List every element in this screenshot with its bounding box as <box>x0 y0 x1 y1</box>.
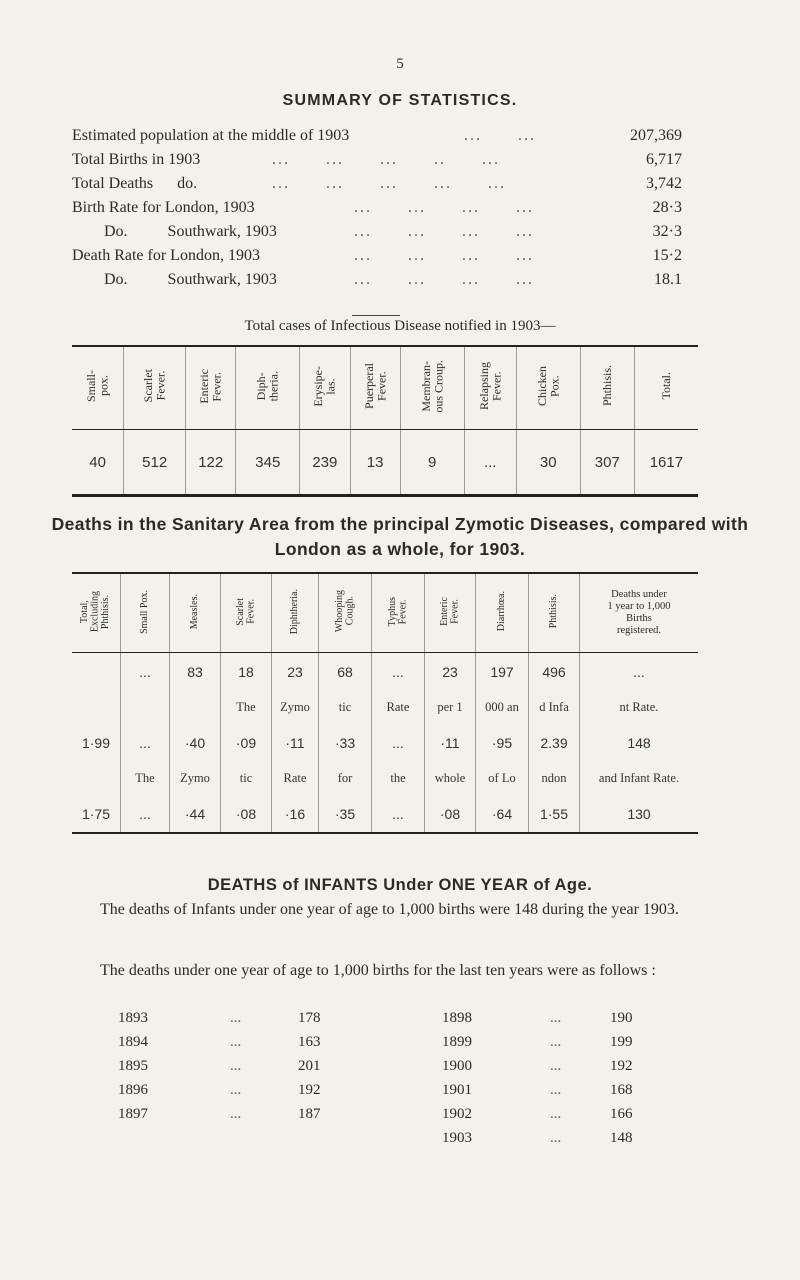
table-cell: for <box>319 761 372 795</box>
table-cell <box>72 690 121 724</box>
column-header: Diphtheria. <box>272 573 319 653</box>
infants-title: DEATHS of INFANTS Under ONE YEAR of Age. <box>207 876 593 894</box>
stat-label: Total Births in 1903 <box>72 151 201 168</box>
table-cell: ·44 <box>170 795 221 833</box>
column-header: Small- pox. <box>72 346 124 430</box>
table-cell: ... <box>121 653 170 691</box>
list-item <box>72 1006 698 1030</box>
table-cell: ·95 <box>476 724 529 761</box>
stat-value: 3,742 <box>646 175 682 192</box>
year-value: 148 <box>610 1130 633 1146</box>
list-item <box>72 1030 698 1054</box>
stat-value: 15·2 <box>652 247 682 264</box>
list-item <box>72 1054 698 1078</box>
list-item <box>72 1078 698 1102</box>
year-value: 166 <box>610 1106 633 1122</box>
stat-label: Birth Rate for London, 1903 <box>72 199 255 216</box>
year: 1893 <box>118 1010 148 1026</box>
table-cell: 130 <box>580 795 699 833</box>
table-header-row <box>72 346 698 430</box>
infant-deaths-by-year <box>72 1006 698 1150</box>
table-cell: 197 <box>476 653 529 691</box>
table-cell: 83 <box>170 653 221 691</box>
year: 1900 <box>442 1058 472 1074</box>
stat-row-birth-rate-london <box>72 196 682 220</box>
leader-dots: ... <box>550 1130 562 1146</box>
table-cell: 23 <box>272 653 319 691</box>
stat-label: Estimated population at the middle of 1903 <box>72 127 350 144</box>
table-cell <box>121 690 170 724</box>
year: 1898 <box>442 1010 472 1026</box>
table-cell: 148 <box>580 724 699 761</box>
table-cell: 13 <box>350 430 400 496</box>
stat-value: 207,369 <box>630 127 682 144</box>
table-cell: whole <box>425 761 476 795</box>
list-item <box>72 1102 698 1126</box>
table-cell: 307 <box>580 430 634 496</box>
leader-dots: ... ... ... ... <box>354 247 534 264</box>
table-cell <box>72 653 121 691</box>
leader-dots: ... <box>550 1082 562 1098</box>
column-header: Diph- theria. <box>236 346 300 430</box>
leader-dots: ... <box>550 1010 562 1026</box>
column-header: Total, Excluding Phthisis. <box>72 573 121 653</box>
table-cell: 122 <box>186 430 236 496</box>
table-cell: d Infa <box>529 690 580 724</box>
table-cell: 239 <box>300 430 350 496</box>
table-cell <box>170 690 221 724</box>
table-cell: 1617 <box>634 430 698 496</box>
page-number: 5 <box>396 56 404 72</box>
table-cell: ... <box>464 430 516 496</box>
table-cell: The <box>121 761 170 795</box>
table-cell: nt Rate. <box>580 690 699 724</box>
table-row <box>72 653 698 691</box>
table-cell: ·09 <box>221 724 272 761</box>
leader-dots: ... ... ... .. ... <box>272 151 500 168</box>
zymotic-title: Deaths in the Sanitary Area from the principal Zymotic Diseases, compared with London as a whole, for 1903. <box>51 514 749 559</box>
year-value: 187 <box>298 1106 321 1122</box>
table-cell: 23 <box>425 653 476 691</box>
table-cell: 496 <box>529 653 580 691</box>
table-cell: 30 <box>516 430 580 496</box>
leader-dots: ... ... ... ... <box>354 223 534 240</box>
column-header: Small Pox. <box>121 573 170 653</box>
column-header: Enteric Fever. <box>186 346 236 430</box>
column-header: Phthisis. <box>529 573 580 653</box>
column-header: Relapsing Fever. <box>464 346 516 430</box>
table-cell: Rate <box>372 690 425 724</box>
stat-value: 28·3 <box>652 199 682 216</box>
table-cell: 2.39 <box>529 724 580 761</box>
column-header: Typhus Fever. <box>372 573 425 653</box>
year-value: 201 <box>298 1058 321 1074</box>
table-cell: 1·99 <box>81 734 111 751</box>
table-cell: ·16 <box>272 795 319 833</box>
column-header: Erysipe- las. <box>300 346 350 430</box>
table-cell: and Infant Rate. <box>580 761 699 795</box>
summary-statistics <box>72 124 682 292</box>
table-cell: 345 <box>236 430 300 496</box>
leader-dots: ... <box>230 1106 242 1122</box>
stat-row-deaths <box>72 172 682 196</box>
section-divider <box>352 315 400 316</box>
leader-dots: ... <box>550 1106 562 1122</box>
year: 1897 <box>118 1106 148 1122</box>
stat-label: Death Rate for London, 1903 <box>72 247 260 264</box>
stat-row-births <box>72 148 682 172</box>
column-header: Whooping Cough. <box>319 573 372 653</box>
year: 1899 <box>442 1034 472 1050</box>
stat-label: Do. Southwark, 1903 <box>104 271 277 288</box>
leader-dots: ... <box>550 1058 562 1074</box>
column-header: Puerperal Fever. <box>350 346 400 430</box>
table-cell <box>72 761 121 795</box>
leader-dots: ... <box>230 1082 242 1098</box>
table-cell: 18 <box>221 653 272 691</box>
table-cell: ... <box>121 724 170 761</box>
table-cell: ·08 <box>221 795 272 833</box>
stat-value: 18.1 <box>654 271 682 288</box>
table-cell: ·33 <box>319 724 372 761</box>
infants-paragraph-1: The deaths of Infants under one year of age to 1,000 births were 148 during the year 1903. <box>100 901 679 918</box>
infants-paragraph-2: The deaths under one year of age to 1,000 births for the last ten years were as follows : <box>100 962 656 979</box>
table-label-row <box>72 690 698 724</box>
column-header: Diarrhœa. <box>476 573 529 653</box>
zymotic-deaths-table <box>72 572 698 834</box>
column-header: Enteric Fever. <box>425 573 476 653</box>
leader-dots: ... ... <box>464 127 536 144</box>
leader-dots: ... <box>230 1058 242 1074</box>
stat-value: 6,717 <box>646 151 682 168</box>
stat-label: Do. Southwark, 1903 <box>104 223 277 240</box>
summary-title: SUMMARY OF STATISTICS. <box>282 92 518 109</box>
year-value: 168 <box>610 1082 633 1098</box>
stat-row-population <box>72 124 682 148</box>
leader-dots: ... ... ... ... ... <box>272 175 506 192</box>
stat-row-death-rate-southwark <box>72 268 682 292</box>
leader-dots: ... ... ... ... <box>354 271 534 288</box>
stat-row-birth-rate-southwark <box>72 220 682 244</box>
year: 1894 <box>118 1034 148 1050</box>
column-header: Phthisis. <box>580 346 634 430</box>
year-value: 192 <box>298 1082 321 1098</box>
leader-dots: ... <box>230 1034 242 1050</box>
table-cell: per 1 <box>425 690 476 724</box>
stat-label: Total Deaths do. <box>72 175 198 192</box>
year: 1895 <box>118 1058 148 1074</box>
table-cell: 000 an <box>476 690 529 724</box>
leader-dots: ... <box>230 1010 242 1026</box>
table-cell: tic <box>319 690 372 724</box>
column-header: Scarlet Fever. <box>221 573 272 653</box>
leader-dots: ... <box>550 1034 562 1050</box>
table-label-row <box>72 761 698 795</box>
stat-value: 32·3 <box>652 223 682 240</box>
leader-dots: ... ... ... ... <box>354 199 534 216</box>
table-cell: Zymo <box>170 761 221 795</box>
table-cell: 9 <box>400 430 464 496</box>
column-header: Scarlet Fever. <box>124 346 186 430</box>
year-value: 178 <box>298 1010 321 1026</box>
table-cell: ndon <box>529 761 580 795</box>
table-row <box>72 795 698 833</box>
year: 1903 <box>442 1130 472 1146</box>
table-header-row <box>72 573 698 653</box>
year-value: 163 <box>298 1034 321 1050</box>
column-header: Chicken Pox. <box>516 346 580 430</box>
table-cell: ·08 <box>425 795 476 833</box>
table-cell: ... <box>580 653 699 691</box>
table-cell: ... <box>372 795 425 833</box>
table-cell: 68 <box>319 653 372 691</box>
table-cell: 1·55 <box>529 795 580 833</box>
table-cell: ·35 <box>319 795 372 833</box>
list-item <box>72 1126 698 1150</box>
table-cell: Zymo <box>272 690 319 724</box>
column-header: Membran- ous Croup. <box>400 346 464 430</box>
year: 1896 <box>118 1082 148 1098</box>
infectious-disease-table <box>72 345 698 497</box>
table-cell: tic <box>221 761 272 795</box>
table-cell: Rate <box>272 761 319 795</box>
table-cell: of Lo <box>476 761 529 795</box>
table-cell: 1·75 <box>81 805 111 822</box>
column-header: Total. <box>634 346 698 430</box>
year: 1902 <box>442 1106 472 1122</box>
infectious-caption: Total cases of Infectious Disease notified in 1903— <box>244 318 556 334</box>
year-value: 199 <box>610 1034 633 1050</box>
table-cell: 512 <box>124 430 186 496</box>
table-cell: ... <box>372 653 425 691</box>
table-cell: ... <box>372 724 425 761</box>
year: 1901 <box>442 1082 472 1098</box>
table-cell: ·11 <box>425 724 476 761</box>
table-cell: ·40 <box>170 724 221 761</box>
stat-row-death-rate-london <box>72 244 682 268</box>
table-row <box>72 430 698 496</box>
year-value: 190 <box>610 1010 633 1026</box>
column-header: Deaths under 1 year to 1,000 Births registered. <box>580 573 699 653</box>
column-header: Measles. <box>170 573 221 653</box>
table-cell: The <box>221 690 272 724</box>
table-cell: ... <box>121 795 170 833</box>
table-cell: 40 <box>89 453 106 471</box>
table-row <box>72 724 698 761</box>
table-cell: ·64 <box>476 795 529 833</box>
table-cell: ·11 <box>272 724 319 761</box>
table-cell: the <box>372 761 425 795</box>
year-value: 192 <box>610 1058 633 1074</box>
